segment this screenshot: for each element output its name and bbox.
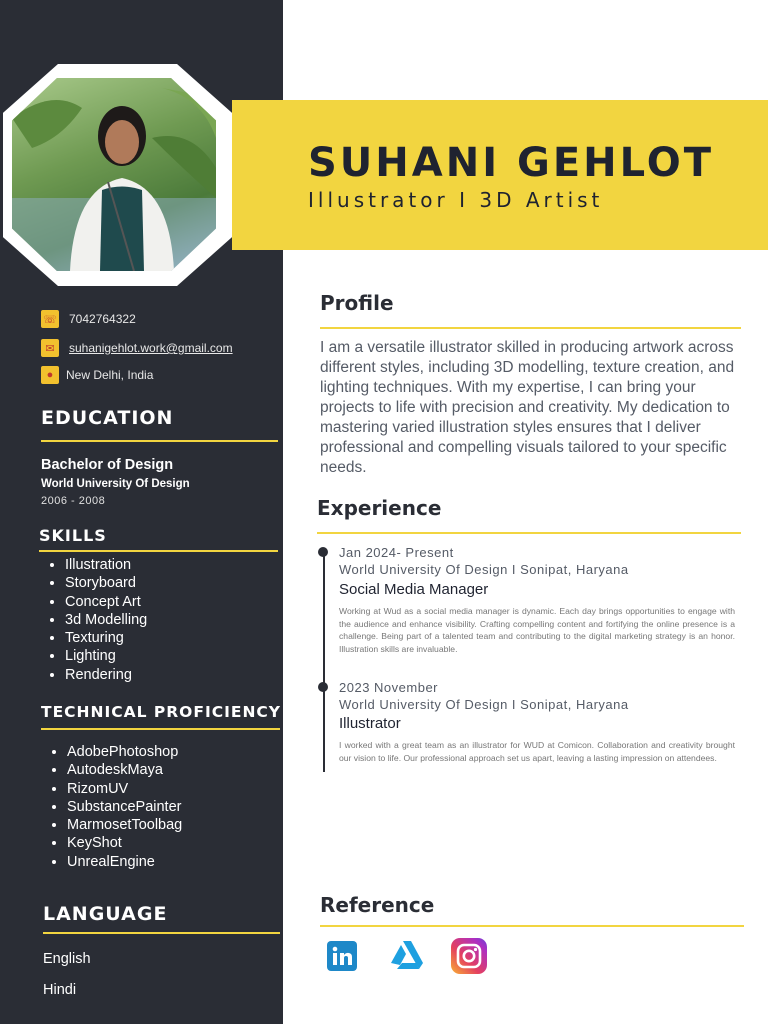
technical-list [43,743,182,871]
candidate-name: SUHANI GEHLOT [308,140,714,186]
list-item: • UnrealEngine [67,853,182,871]
education-heading: EDUCATION [41,407,174,429]
experience-description: Working at Wud as a social media manager is dynamic. Each day brings opportunities to engage with the audience and enhance visibility. Crafting compelling content and fortifying the online presence is a challenge. Being part of a talented team and contributing to the digital marketing strategy is an honor. Illustration skills are invaluable. [339,606,735,654]
experience-place: World University Of Design I Sonipat, Haryana [339,562,629,577]
list-item: • KeyShot [67,834,182,852]
contact-phone-row [41,310,136,328]
location-pin-icon: ● [41,366,59,384]
reference-rule [320,925,744,927]
experience-date: Jan 2024- Present [339,545,454,560]
list-item: • Storyboard [65,574,147,592]
reference-heading: Reference [320,893,435,917]
list-item: • AdobePhotoshop [67,743,182,761]
phone-icon: ☏ [41,310,59,328]
profile-rule [320,327,741,329]
language-heading: LANGUAGE [43,903,168,925]
skills-rule [39,550,278,552]
list-item: • SubstancePainter [67,798,182,816]
list-item: • 3d Modelling [65,611,147,629]
contact-email-row [41,339,233,357]
timeline-dot [318,682,328,692]
education-school: World University Of Design [41,478,190,490]
technical-rule [41,728,280,730]
mail-icon: ✉ [41,339,59,357]
location-text: New Delhi, India [66,368,154,382]
education-rule [41,440,278,442]
phone-number: 7042764322 [69,312,136,326]
experience-heading: Experience [317,496,442,520]
experience-description: I worked with a great team as an illustrator for WUD at Comicon. Collaboration and creativity brought our vision to life. Our professional approach set us apart, leaving a lasting impression on attendees. [339,740,735,763]
education-years: 2006 - 2008 [41,495,106,507]
list-item: • Lighting [65,647,147,665]
list-item: • Illustration [65,556,147,574]
technical-heading: TECHNICAL PROFICIENCY [41,703,282,721]
language-item: Hindi [43,982,77,998]
language-item: English [43,951,91,967]
list-item: • MarmosetToolbag [67,816,182,834]
instagram-icon[interactable] [451,938,487,979]
list-item: • AutodeskMaya [67,761,182,779]
email-link[interactable]: suhanigehlot.work@gmail.com [69,341,233,355]
experience-date: 2023 November [339,680,438,695]
timeline-dot [318,547,328,557]
contact-location-row [41,366,153,384]
list-item: • RizomUV [67,780,182,798]
skills-heading: SKILLS [39,526,107,545]
education-degree: Bachelor of Design [41,457,174,473]
skills-list [41,556,147,684]
linkedin-icon[interactable] [327,941,357,976]
experience-title: Illustrator [339,715,401,732]
list-item: • Rendering [65,666,147,684]
artstation-icon[interactable] [389,939,425,976]
experience-place: World University Of Design I Sonipat, Haryana [339,697,629,712]
language-rule [43,932,280,934]
list-item: • Concept Art [65,593,147,611]
candidate-title: Illustrator I 3D Artist [308,188,604,212]
list-item: • Texturing [65,629,147,647]
experience-rule [317,532,741,534]
profile-photo [12,78,216,271]
timeline-line [323,552,325,772]
profile-text: I am a versatile illustrator skilled in producing artwork across different styles, including 3D modelling, texture creation, and lighting techniques. With my expertise, I can bring your projects to life with precision and creativity. My dedication to mastering varied illustration styles ensures that I deliver professional and compelling visuals tailored to your specific needs. [320,339,735,476]
profile-heading: Profile [320,291,394,315]
experience-title: Social Media Manager [339,581,489,598]
